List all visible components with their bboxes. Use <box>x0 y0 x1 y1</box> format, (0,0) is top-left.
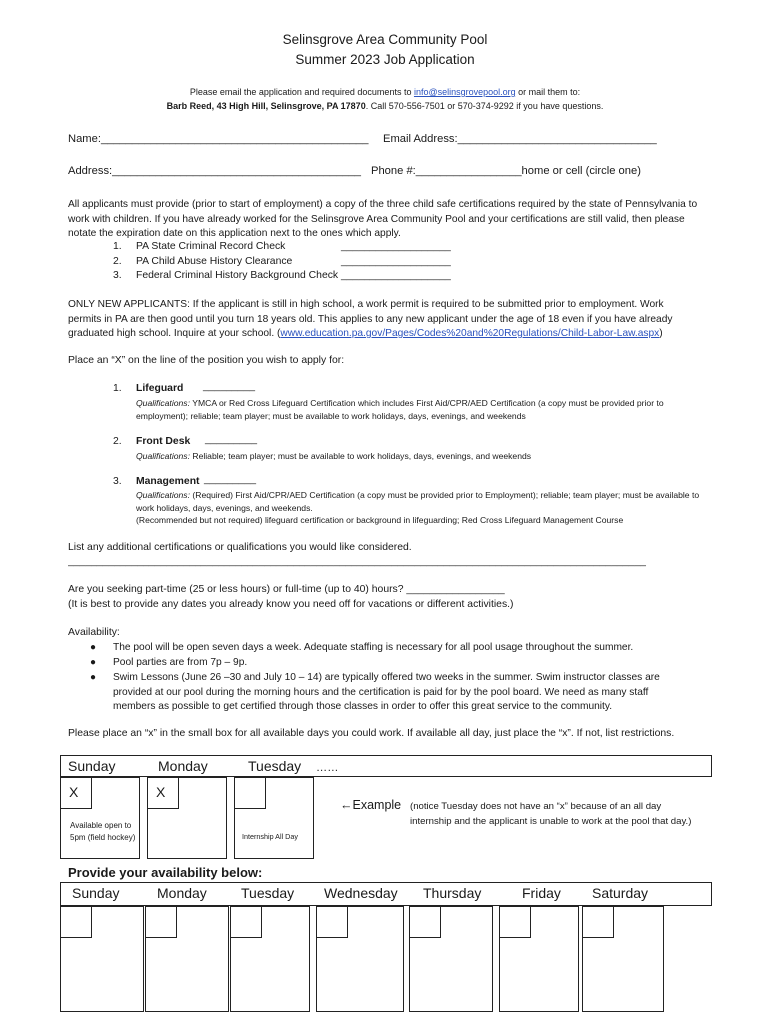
example-ellipsis: …… <box>316 762 339 774</box>
hours-note: (It is best to provide any dates you already know you need off for vacations or different activities.) <box>68 599 514 610</box>
example-tuesday-checkbox <box>234 777 266 809</box>
day-label-sunday: Sunday <box>72 885 120 901</box>
sunday-checkbox[interactable] <box>60 906 92 938</box>
cert-date-line[interactable]: ___________________ <box>341 256 451 267</box>
front-desk-qualifications: Qualifications: Reliable; team player; must be available to work holidays, days, evenings, and weekends <box>136 451 532 461</box>
day-label-tuesday: Tuesday <box>241 885 295 901</box>
example-day-tuesday: Tuesday <box>248 758 302 774</box>
day-label-wednesday: Wednesday <box>324 885 398 901</box>
day-label-saturday: Saturday <box>592 885 649 901</box>
position-num: 2. <box>113 436 122 447</box>
front-desk-select-line[interactable]: _________ <box>205 434 258 445</box>
org-name: Selinsgrove Area Community Pool <box>282 32 488 47</box>
example-day-sunday: Sunday <box>68 758 116 774</box>
availability-label: Availability: <box>68 627 120 638</box>
example-arrow-label: ←Example <box>340 798 402 812</box>
position-num: 1. <box>113 383 122 394</box>
example-explanation: (notice Tuesday does not have an “x” because of an all day internship and the applicant is unable to work at the pool that day.) <box>410 801 692 827</box>
additional-label: List any additional certifications or qualifications you would like considered. <box>68 542 412 553</box>
lifeguard-qualifications: Qualifications: YMCA or Red Cross Lifeguard Certification which includes First Aid/CPR/AED Certification (a copy must be provided prior to employment); reliable; team player; must be available to work holidays, days, evenings, and weekends <box>136 398 664 421</box>
cert-num: 3. <box>113 270 122 281</box>
availability-instructions: Please place an “x” in the small box for all available days you could work. If available all day, just place the “x”. If not, list restrictions. <box>68 728 675 739</box>
availability-bullet: Pool parties are from 7p – 9p. <box>113 657 248 668</box>
cert-num: 2. <box>113 256 122 267</box>
additional-line[interactable]: ____________________________________________________________________________________________________ <box>68 556 646 567</box>
position-num: 3. <box>113 476 122 487</box>
page-title: Summer 2023 Job Application <box>295 52 475 67</box>
availability-bullet: Swim Lessons (June 26 –30 and July 10 – 14) are typically offered two weeks in the summer. Swim instructor classes are provided at our pool during the morning hours and the certification is paid for by the pool board. We need as many staff members as possible to get certified through those classes in order to offer this great service to the community. <box>113 672 660 712</box>
cert-label: PA Child Abuse History Clearance <box>136 256 293 267</box>
position-title-management: Management <box>136 476 200 487</box>
new-applicants-note: ONLY NEW APPLICANTS: If the applicant is still in high school, a work permit is required to be submitted prior to employment. Work permits in PA are then good until you turn 18 years old. This applies to any new applicant under the age of 18 even if you have already graduated high school. Inquire at your school. (www.education.pa.gov/Pages/Codes%20and%20Regulations/Child-Labor-Law.aspx) <box>68 299 673 339</box>
monday-checkbox[interactable] <box>145 906 177 938</box>
phone-field[interactable]: Phone #:_________________home or cell (circle one) <box>371 165 641 177</box>
cert-label: PA State Criminal Record Check <box>136 241 286 252</box>
day-label-monday: Monday <box>157 885 207 901</box>
tuesday-checkbox[interactable] <box>230 906 262 938</box>
management-qualifications: Qualifications: (Required) First Aid/CPR/AED Certification (a copy must be provided prior to Employment); reliable; team player; must be available to work holidays, days, evenings, and weekends. <box>136 490 700 513</box>
name-field[interactable]: Name:___________________________________________ <box>68 133 369 145</box>
email-link[interactable]: info@selinsgrovepool.org <box>413 87 516 97</box>
cert-num: 1. <box>113 241 122 252</box>
cert-label: Federal Criminal History Background Check <box>136 270 339 281</box>
availability-bullet: The pool will be open seven days a week. Adequate staffing is necessary for all pool usage throughout the summer. <box>113 642 634 653</box>
instructions-line-2: Barb Reed, 43 High Hill, Selinsgrove, PA 17870. Call 570-556-7501 or 570-374-9292 if you have questions. <box>166 101 604 111</box>
bullet-icon: ● <box>90 657 97 668</box>
saturday-checkbox[interactable] <box>582 906 614 938</box>
cert-date-line[interactable]: ___________________ <box>341 270 451 281</box>
day-label-friday: Friday <box>522 885 561 901</box>
position-title-front-desk: Front Desk <box>136 436 191 447</box>
thursday-checkbox[interactable] <box>409 906 441 938</box>
example-monday-mark: X <box>156 784 166 800</box>
certs-intro: All applicants must provide (prior to start of employment) a copy of the three child safe certifications required by the state of Pennsylvania to work with children. If you have already worked for the Selinsgrove Area Community Pool and your certifications are still valid, then please notate the expiration date on this application next to the ones which apply. <box>68 199 698 239</box>
example-sunday-note: Available open to 5pm (field hockey) <box>70 821 136 842</box>
lifeguard-select-line[interactable]: _________ <box>203 381 256 392</box>
management-select-line[interactable]: _________ <box>204 474 257 485</box>
day-label-thursday: Thursday <box>423 885 482 901</box>
friday-checkbox[interactable] <box>499 906 531 938</box>
example-tuesday-note: Internship All Day <box>242 832 298 841</box>
example-sunday-mark: X <box>69 784 79 800</box>
position-title-lifeguard: Lifeguard <box>136 383 184 394</box>
bullet-icon: ● <box>90 642 97 653</box>
bullet-icon: ● <box>90 672 97 683</box>
positions-intro: Place an “X” on the line of the position you wish to apply for: <box>68 355 345 366</box>
cert-date-line[interactable]: ___________________ <box>341 241 451 252</box>
address-field[interactable]: Address:________________________________________ <box>68 165 362 177</box>
example-day-monday: Monday <box>158 758 208 774</box>
hours-question[interactable]: Are you seeking part-time (25 or less hours) or full-time (up to 40) hours? _________________ <box>68 584 505 595</box>
email-field[interactable]: Email Address:________________________________ <box>383 133 657 145</box>
provide-heading: Provide your availability below: <box>68 865 263 880</box>
management-recommended: (Recommended but not required) lifeguard certification or background in lifeguarding; Red Cross Lifeguard Management Course <box>136 515 624 525</box>
child-labor-law-link[interactable]: www.education.pa.gov/Pages/Codes%20and%20Regulations/Child-Labor-Law.aspx <box>280 328 660 339</box>
wednesday-checkbox[interactable] <box>316 906 348 938</box>
instructions-line-1: Please email the application and required documents to info@selinsgrovepool.org or mail them to: <box>189 87 581 97</box>
